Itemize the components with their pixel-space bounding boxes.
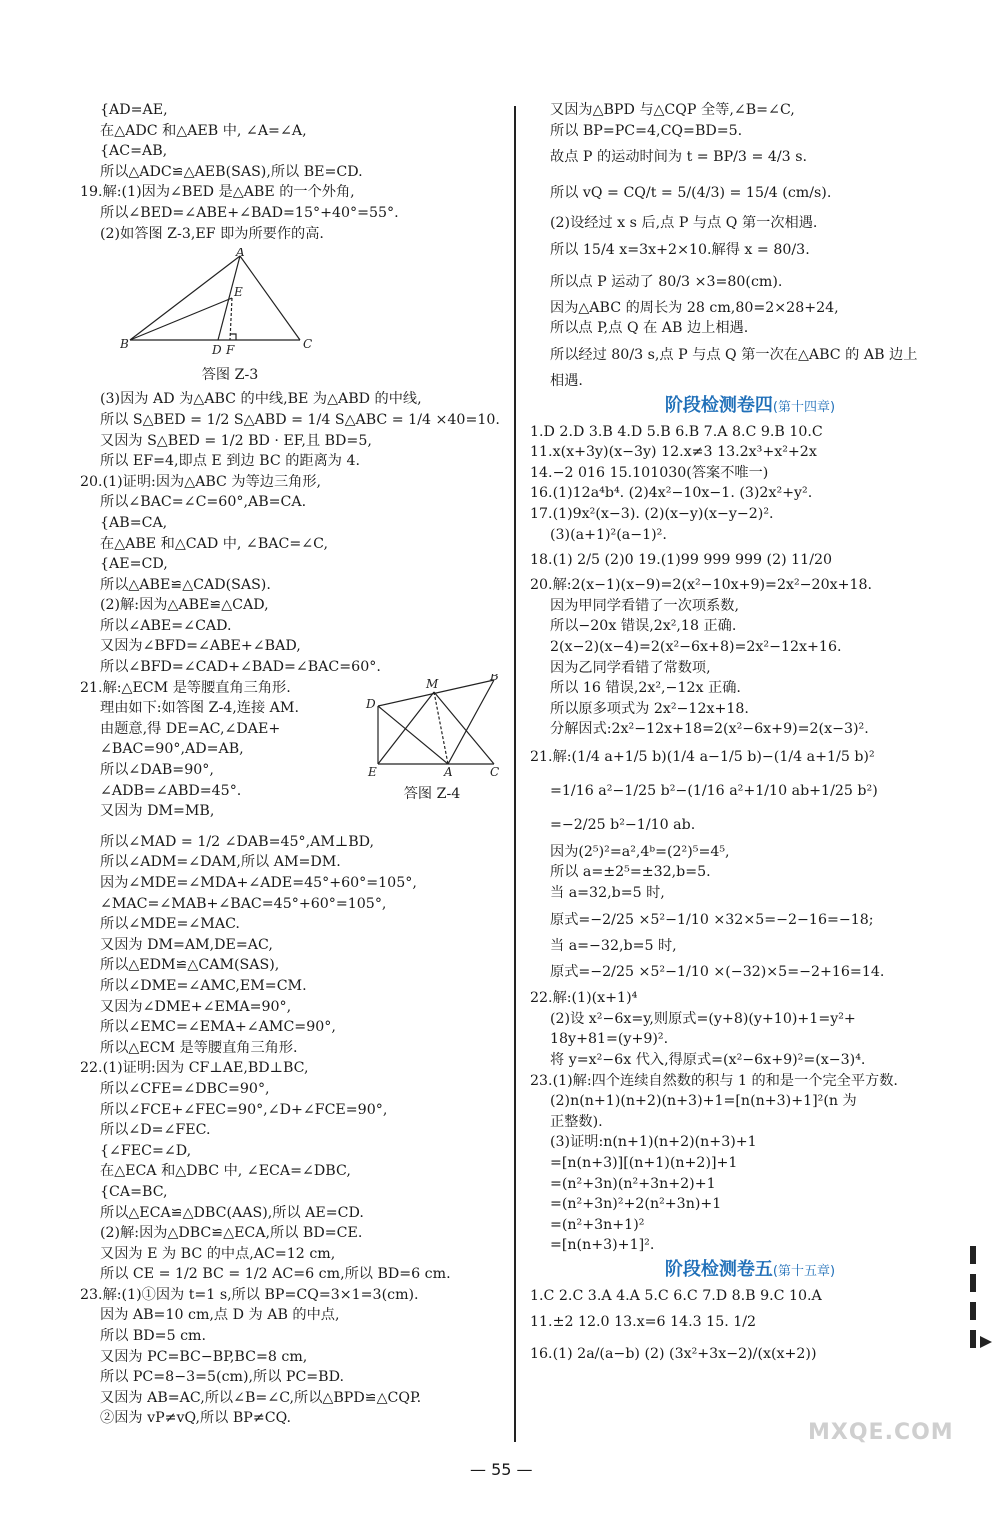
text-line: 又因为 DM=MB, <box>100 803 215 820</box>
text-line: 17.(1)9x²(x−3). (2)(x−y)(x−y−2)². <box>530 505 774 522</box>
label-d: D <box>212 343 222 358</box>
text-line: 所以∠CFE=∠DBC=90°, <box>100 1080 270 1097</box>
text-line: 所以△EDM≌△CAM(SAS), <box>100 957 280 974</box>
text-line: 因为∠MDE=∠MDA+∠ADE=45°+60°=105°, <box>100 875 417 891</box>
text-line: 所以 S△BED = 1/2 S△ABD = 1/4 S△ABC = 1/4 ×40=10. <box>100 411 500 428</box>
text-line: {AC=AB, <box>100 143 168 160</box>
label-d: D <box>366 696 376 711</box>
text-line: =(n²+3n+1)² <box>550 1216 645 1233</box>
text-line: 又因为∠DME+∠EMA=90°, <box>100 998 292 1015</box>
text-line: (2)设 x²−6x=y,则原式=(y+8)(y+10)+1=y²+ <box>550 1010 856 1027</box>
text-line: 14.−2 016 15.101030(答案不唯一) <box>530 464 769 481</box>
text-line: ∠ADB=∠ABD=45°. <box>100 782 242 799</box>
text-line: 所以△ABE≌△CAD(SAS). <box>100 576 271 593</box>
text-line: (2)设经过 x s 后,点 P 与点 Q 第一次相遇. <box>550 215 818 232</box>
label-e: E <box>368 764 377 778</box>
text-line: (2)如答图 Z-3,EF 即为所要作的高. <box>100 225 324 242</box>
quadrilateral-z4-diagram <box>364 674 500 778</box>
text-line: =[n(n+3)][(n+1)(n+2)]+1 <box>550 1155 738 1171</box>
text-line: 1.C 2.C 3.A 4.A 5.C 6.C 7.D 8.B 9.C 10.A <box>530 1287 822 1304</box>
section-title-4 <box>530 392 970 422</box>
text-line: 所以∠BFD=∠CAD+∠BAD=∠BAC=60°. <box>100 659 381 676</box>
figure-z3 <box>120 248 500 385</box>
text-line: (3)证明:n(n+1)(n+2)(n+3)+1 <box>550 1134 757 1151</box>
text-line: 正整数). <box>550 1113 603 1130</box>
text-line: 因为乙同学看错了常数项, <box>550 659 711 676</box>
text-line: 所以 vQ = CQ/t = 5/(4/3) = 15/4 (cm/s). <box>550 185 832 202</box>
label-a: A <box>236 248 245 260</box>
text-line: 所以 15/4 x=3x+2×10.解得 x = 80/3. <box>550 241 810 258</box>
section-title-sub: (第十四章) <box>772 399 836 415</box>
text-line: 所以∠MAD = 1/2 ∠DAB=45°,AM⊥BD, <box>100 833 375 850</box>
text-line: 又因为∠BFD=∠ABE+∠BAD, <box>100 638 301 655</box>
text-line: 所以△ADC≌△AEB(SAS),所以 BE=CD. <box>100 163 363 180</box>
page-number: — 55 — <box>470 1460 533 1479</box>
text-line: 所以∠BED=∠ABE+∠BAD=15°+40°=55°. <box>100 204 399 221</box>
text-line: 因为△ABC 的周长为 28 cm,80=2×28+24, <box>550 299 839 316</box>
text-line: 又因为 PC=BC−BP,BC=8 cm, <box>100 1348 308 1365</box>
text-line: 当 a=−32,b=5 时, <box>550 937 677 954</box>
text-line: (3)因为 AD 为△ABC 的中线,BE 为△ABD 的中线, <box>100 391 422 408</box>
text-line: 23.解:(1)①因为 t=1 s,所以 BP=CQ=3×1=3(cm). <box>80 1286 419 1303</box>
text-line: 所以点 P,点 Q 在 AB 边上相遇. <box>550 320 749 337</box>
text-line: 1.D 2.D 3.B 4.D 5.B 6.B 7.A 8.C 9.B 10.C <box>530 423 823 440</box>
text-line: ②因为 vP≠vQ,所以 BP≠CQ. <box>100 1410 292 1427</box>
text-line: 将 y=x²−6x 代入,得原式=(x²−6x+9)²=(x−3)⁴. <box>550 1052 866 1069</box>
text-line: {CA=BC, <box>100 1183 168 1200</box>
text-line: 在△ABE 和△CAD 中, ∠BAC=∠C, <box>100 535 328 552</box>
label-c: C <box>303 337 313 352</box>
text-line: =1/16 a²−1/25 b²−(1/16 a²+1/10 ab+1/25 b²) <box>550 782 878 799</box>
text-line: 20.(1)证明:因为△ABC 为等边三角形, <box>80 473 322 490</box>
section-title-sub: (第十五章) <box>772 1263 836 1279</box>
figure-z4 <box>364 674 500 805</box>
text-line: {AB=CA, <box>100 514 168 531</box>
figure-caption: 答图 Z-4 <box>403 786 461 803</box>
text-line: =(n²+3n)²+2(n²+3n)+1 <box>550 1196 722 1213</box>
text-line: ∠MAC=∠MAB+∠BAC=45°+60°=105°, <box>100 895 387 912</box>
text-line: 所以△ECM 是等腰直角三角形. <box>100 1039 298 1056</box>
text-line: 16.(1)12a⁴b⁴. (2)4x²−10x−1. (3)2x²+y². <box>530 485 813 502</box>
right-column <box>530 100 970 1371</box>
text-line: =[n(n+3)+1]². <box>550 1237 655 1254</box>
section-title-text: 阶段检测卷五 <box>664 1258 773 1280</box>
text-line: 所以∠ADM=∠DAM,所以 AM=DM. <box>100 854 341 871</box>
text-line: 因为 AB=10 cm,点 D 为 AB 的中点, <box>100 1307 340 1324</box>
text-line: 所以∠DME=∠AMC,EM=CM. <box>100 977 307 994</box>
text-line: 又因为 AB=AC,所以∠B=∠C,所以△BPD≌△CQP. <box>100 1389 422 1406</box>
text-line: 在△ECA 和△DBC 中, ∠ECA=∠DBC, <box>100 1163 351 1180</box>
text-line: 所以点 P 运动了 80/3 ×3=80(cm). <box>550 273 783 290</box>
text-line: 在△ADC 和△AEB 中, ∠A=∠A, <box>100 122 307 139</box>
text-line: 原式=−2/25 ×5²−1/10 ×(−32)×5=−2+16=14. <box>550 964 885 981</box>
text-line: 所以∠D=∠FEC. <box>100 1122 211 1139</box>
text-line: (2)解:因为△DBC≌△ECA,所以 BD=CE. <box>100 1225 363 1242</box>
text-line: =−2/25 b²−1/10 ab. <box>550 816 696 833</box>
text-line: 所以 BD=5 cm. <box>100 1328 207 1345</box>
text-line: 所以 BP=PC=4,CQ=BD=5. <box>550 122 743 139</box>
text-line: 所以经过 80/3 s,点 P 与点 Q 第一次在△ABC 的 AB 边上 <box>550 346 918 363</box>
text-line: 19.解:(1)因为∠BED 是△ABE 的一个外角, <box>80 184 355 201</box>
text-line: ∠BAC=90°,AD=AB, <box>100 741 244 758</box>
text-line: 又因为 S△BED = 1/2 BD · EF,且 BD=5, <box>100 432 372 449</box>
text-line: 22.(1)证明:因为 CF⊥AE,BD⊥BC, <box>80 1060 309 1077</box>
text-line: 分解因式:2x²−12x+18=2(x²−6x+9)=2(x−3)². <box>550 721 869 738</box>
text-line: 所以原多项式为 2x²−12x+18. <box>550 700 749 717</box>
label-e: E <box>234 285 243 300</box>
text-line: 所以 CE = 1/2 BC = 1/2 AC=6 cm,所以 BD=6 cm. <box>100 1266 451 1283</box>
text-line: 故点 P 的运动时间为 t = BP/3 = 4/3 s. <box>550 149 808 166</box>
text-line: 当 a=32,b=5 时, <box>550 885 665 902</box>
label-f: F <box>226 343 235 358</box>
column-divider <box>514 106 516 1442</box>
label-c: C <box>490 764 500 778</box>
text-line: {∠FEC=∠D, <box>100 1142 192 1159</box>
text-line: 18y+81=(y+9)². <box>550 1031 669 1048</box>
text-line: 又因为 E 为 BC 的中点,AC=12 cm, <box>100 1245 336 1262</box>
text-line: 所以∠FCE+∠FEC=90°,∠D+∠FCE=90°, <box>100 1101 388 1118</box>
text-line: 16.(1) 2a/(a−b) (2) (3x²+3x−2)/(x(x+2)) <box>530 1345 817 1362</box>
text-line: 所以∠ABE=∠CAD. <box>100 617 232 634</box>
text-line: 所以△ECA≌△DBC(AAS),所以 AE=CD. <box>100 1204 364 1221</box>
text-line: 所以∠EMC=∠EMA+∠AMC=90°, <box>100 1019 336 1036</box>
text-line: (2)解:因为△ABE≌△CAD, <box>100 597 269 614</box>
text-line: 21.解:(1/4 a+1/5 b)(1/4 a−1/5 b)−(1/4 a+1/5 b)² <box>530 748 875 765</box>
text-line: (2)n(n+1)(n+2)(n+3)+1=[n(n+3)+1]²(n 为 <box>550 1093 857 1110</box>
section-title-text: 阶段检测卷四 <box>664 394 773 416</box>
side-tab-marker <box>968 1240 994 1380</box>
section-title-5 <box>530 1256 970 1286</box>
text-line: {AE=CD, <box>100 556 168 573</box>
text-line: 理由如下:如答图 Z-4,连接 AM. <box>100 700 299 717</box>
text-line: 相遇. <box>550 372 583 389</box>
text-line: 所以 16 错误,2x²,−12x 正确. <box>550 680 741 697</box>
text-line: {AD=AE, <box>100 102 168 118</box>
triangle-z3-diagram <box>120 248 340 358</box>
label-m: M <box>426 676 439 691</box>
text-line: 又因为 DM=AM,DE=AC, <box>100 936 273 953</box>
text-line: 22.解:(1)(x+1)⁴ <box>530 990 638 1007</box>
text-line: 21.解:△ECM 是等腰直角三角形. <box>80 679 291 696</box>
label-a: A <box>444 764 453 778</box>
text-line: 所以∠DAB=90°, <box>100 762 214 779</box>
text-line: 11.x(x+3y)(x−3y) 12.x≠3 13.2x³+x²+2x <box>530 444 817 461</box>
text-line: 所以 a=±2⁵=±32,b=5. <box>550 864 711 881</box>
text-line: 11.±2 12.0 13.x=6 14.3 15. 1/2 <box>530 1313 757 1330</box>
text-line: =(n²+3n)(n²+3n+2)+1 <box>550 1175 716 1192</box>
text-line: (3)(a+1)²(a−1)². <box>550 526 667 543</box>
text-line: 所以∠BAC=∠C=60°,AB=CA. <box>100 494 307 511</box>
watermark: MXQE.COM <box>808 1420 954 1445</box>
text-line: 所以−20x 错误,2x²,18 正确. <box>550 618 737 635</box>
figure-caption: 答图 Z-3 <box>201 366 259 383</box>
text-line: 23.(1)解:四个连续自然数的积与 1 的和是一个完全平方数. <box>530 1072 898 1089</box>
left-column <box>80 100 500 1429</box>
text-line: 所以 PC=8−3=5(cm),所以 PC=BD. <box>100 1369 344 1386</box>
text-line: 由题意,得 DE=AC,∠DAE+ <box>100 720 281 737</box>
label-b: B <box>490 673 499 683</box>
label-b: B <box>120 337 129 352</box>
text-line: 20.解:2(x−1)(x−9)=2(x²−10x+9)=2x²−20x+18. <box>530 577 873 594</box>
text-line: 原式=−2/25 ×5²−1/10 ×32×5=−2−16=−18; <box>550 911 874 928</box>
text-line: 所以∠MDE=∠MAC. <box>100 916 240 933</box>
text-line: 所以 EF=4,即点 E 到边 BC 的距离为 4. <box>100 453 360 470</box>
text-line: 因为甲同学看错了一次项系数, <box>550 597 739 614</box>
text-line: 18.(1) 2/5 (2)0 19.(1)99 999 999 (2) 11/20 <box>530 552 833 569</box>
text-line: 因为(2⁵)²=a²,4ᵇ=(2²)⁵=4⁵, <box>550 843 730 860</box>
text-line: 又因为△BPD 与△CQP 全等,∠B=∠C, <box>550 102 795 118</box>
text-line: 2(x−2)(x−4)=2(x²−6x+8)=2x²−12x+16. <box>550 638 842 655</box>
